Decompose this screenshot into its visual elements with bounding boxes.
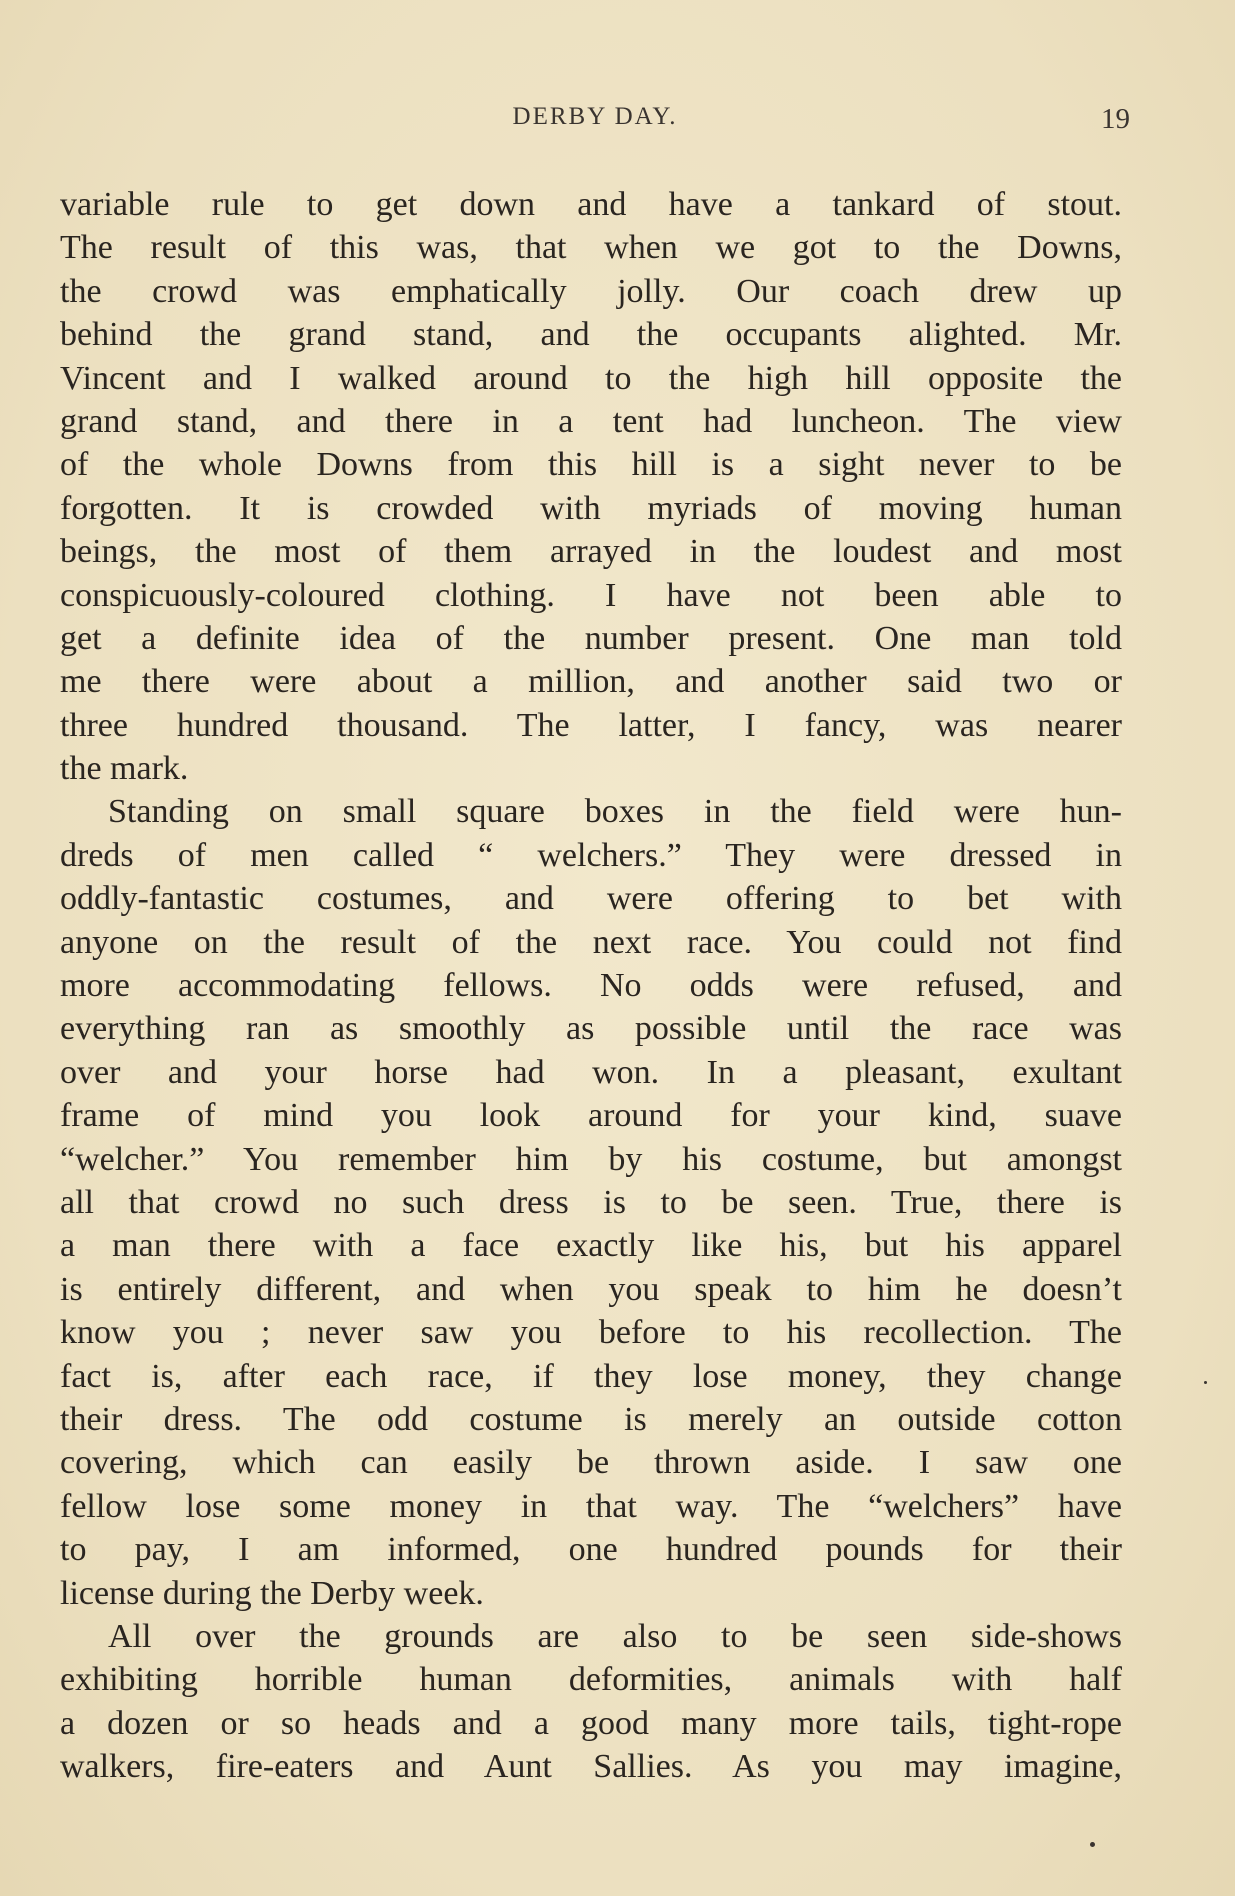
text-line: frame of mind you look around for your kind, suave (60, 1097, 1122, 1135)
text-line: “welcher.” You remember him by his costume, but amongst (60, 1140, 1122, 1178)
text-line: a man there with a face exactly like his, but his apparel (60, 1227, 1122, 1265)
text-line: fellow lose some money in that way. The “welchers” have (60, 1487, 1122, 1525)
text-line: Vincent and I walked around to the high hill opposite the (60, 359, 1122, 397)
text-line: covering, which can easily be thrown aside. I saw one (60, 1444, 1122, 1482)
text-line: exhibiting horrible human deformities, animals with half (60, 1661, 1122, 1699)
text-line: variable rule to get down and have a tankard of stout. (60, 186, 1122, 223)
text-line: beings, the most of them arrayed in the loudest and most (60, 533, 1122, 571)
text-line: anyone on the result of the next race. You could not find (60, 923, 1122, 961)
paragraph-first-line: Standing on small square boxes in the field were hun- (108, 793, 1122, 831)
text-line: oddly-fantastic costumes, and were offering to bet with (60, 880, 1122, 918)
text-line: The result of this was, that when we got to the Downs, (60, 229, 1122, 267)
ink-speck (1204, 1381, 1207, 1384)
running-head (60, 103, 1130, 143)
text-line: their dress. The odd costume is merely an outside cotton (60, 1400, 1122, 1438)
text-line: the crowd was emphatically jolly. Our coach drew up (60, 272, 1122, 310)
text-line: know you ; never saw you before to his recollection. The (60, 1314, 1122, 1352)
text-line: grand stand, and there in a tent had luncheon. The view (60, 402, 1122, 440)
text-line: walkers, fire-eaters and Aunt Sallies. As you may imagine, (60, 1748, 1122, 1786)
body-text (60, 183, 1122, 1788)
text-line: more accommodating fellows. No odds were refused, and (60, 967, 1122, 1005)
ink-speck (1090, 1842, 1095, 1847)
text-line: to pay, I am informed, one hundred pounds for their (60, 1531, 1122, 1569)
paragraph-first-line: All over the grounds are also to be seen side-shows (108, 1617, 1122, 1655)
text-line: all that crowd no such dress is to be seen. True, there is (60, 1183, 1122, 1221)
paragraph-end-line: license during the Derby week. (60, 1574, 484, 1612)
text-line: me there were about a million, and another said two or (60, 663, 1122, 701)
running-title: DERBY DAY. (512, 103, 678, 130)
text-line: over and your horse had won. In a pleasant, exultant (60, 1053, 1122, 1091)
text-line: everything ran as smoothly as possible until the race was (60, 1010, 1122, 1048)
text-line: is entirely different, and when you speak to him he doesn’t (60, 1270, 1122, 1308)
text-line: fact is, after each race, if they lose money, they change (60, 1357, 1122, 1395)
text-line: a dozen or so heads and a good many more tails, tight-rope (60, 1704, 1122, 1742)
text-line: conspicuously-coloured clothing. I have not been able to (60, 576, 1122, 614)
text-line: of the whole Downs from this hill is a sight never to be (60, 446, 1122, 484)
text-line: dreds of men called “ welchers.” They were dressed in (60, 836, 1122, 874)
text-line: behind the grand stand, and the occupants alighted. Mr. (60, 316, 1122, 354)
paragraph-end-line: the mark. (60, 750, 189, 788)
text-line: three hundred thousand. The latter, I fancy, was nearer (60, 706, 1122, 744)
text-line: get a definite idea of the number present. One man told (60, 619, 1122, 657)
text-line: forgotten. It is crowded with myriads of moving human (60, 489, 1122, 527)
page-number: 19 (1101, 103, 1130, 135)
